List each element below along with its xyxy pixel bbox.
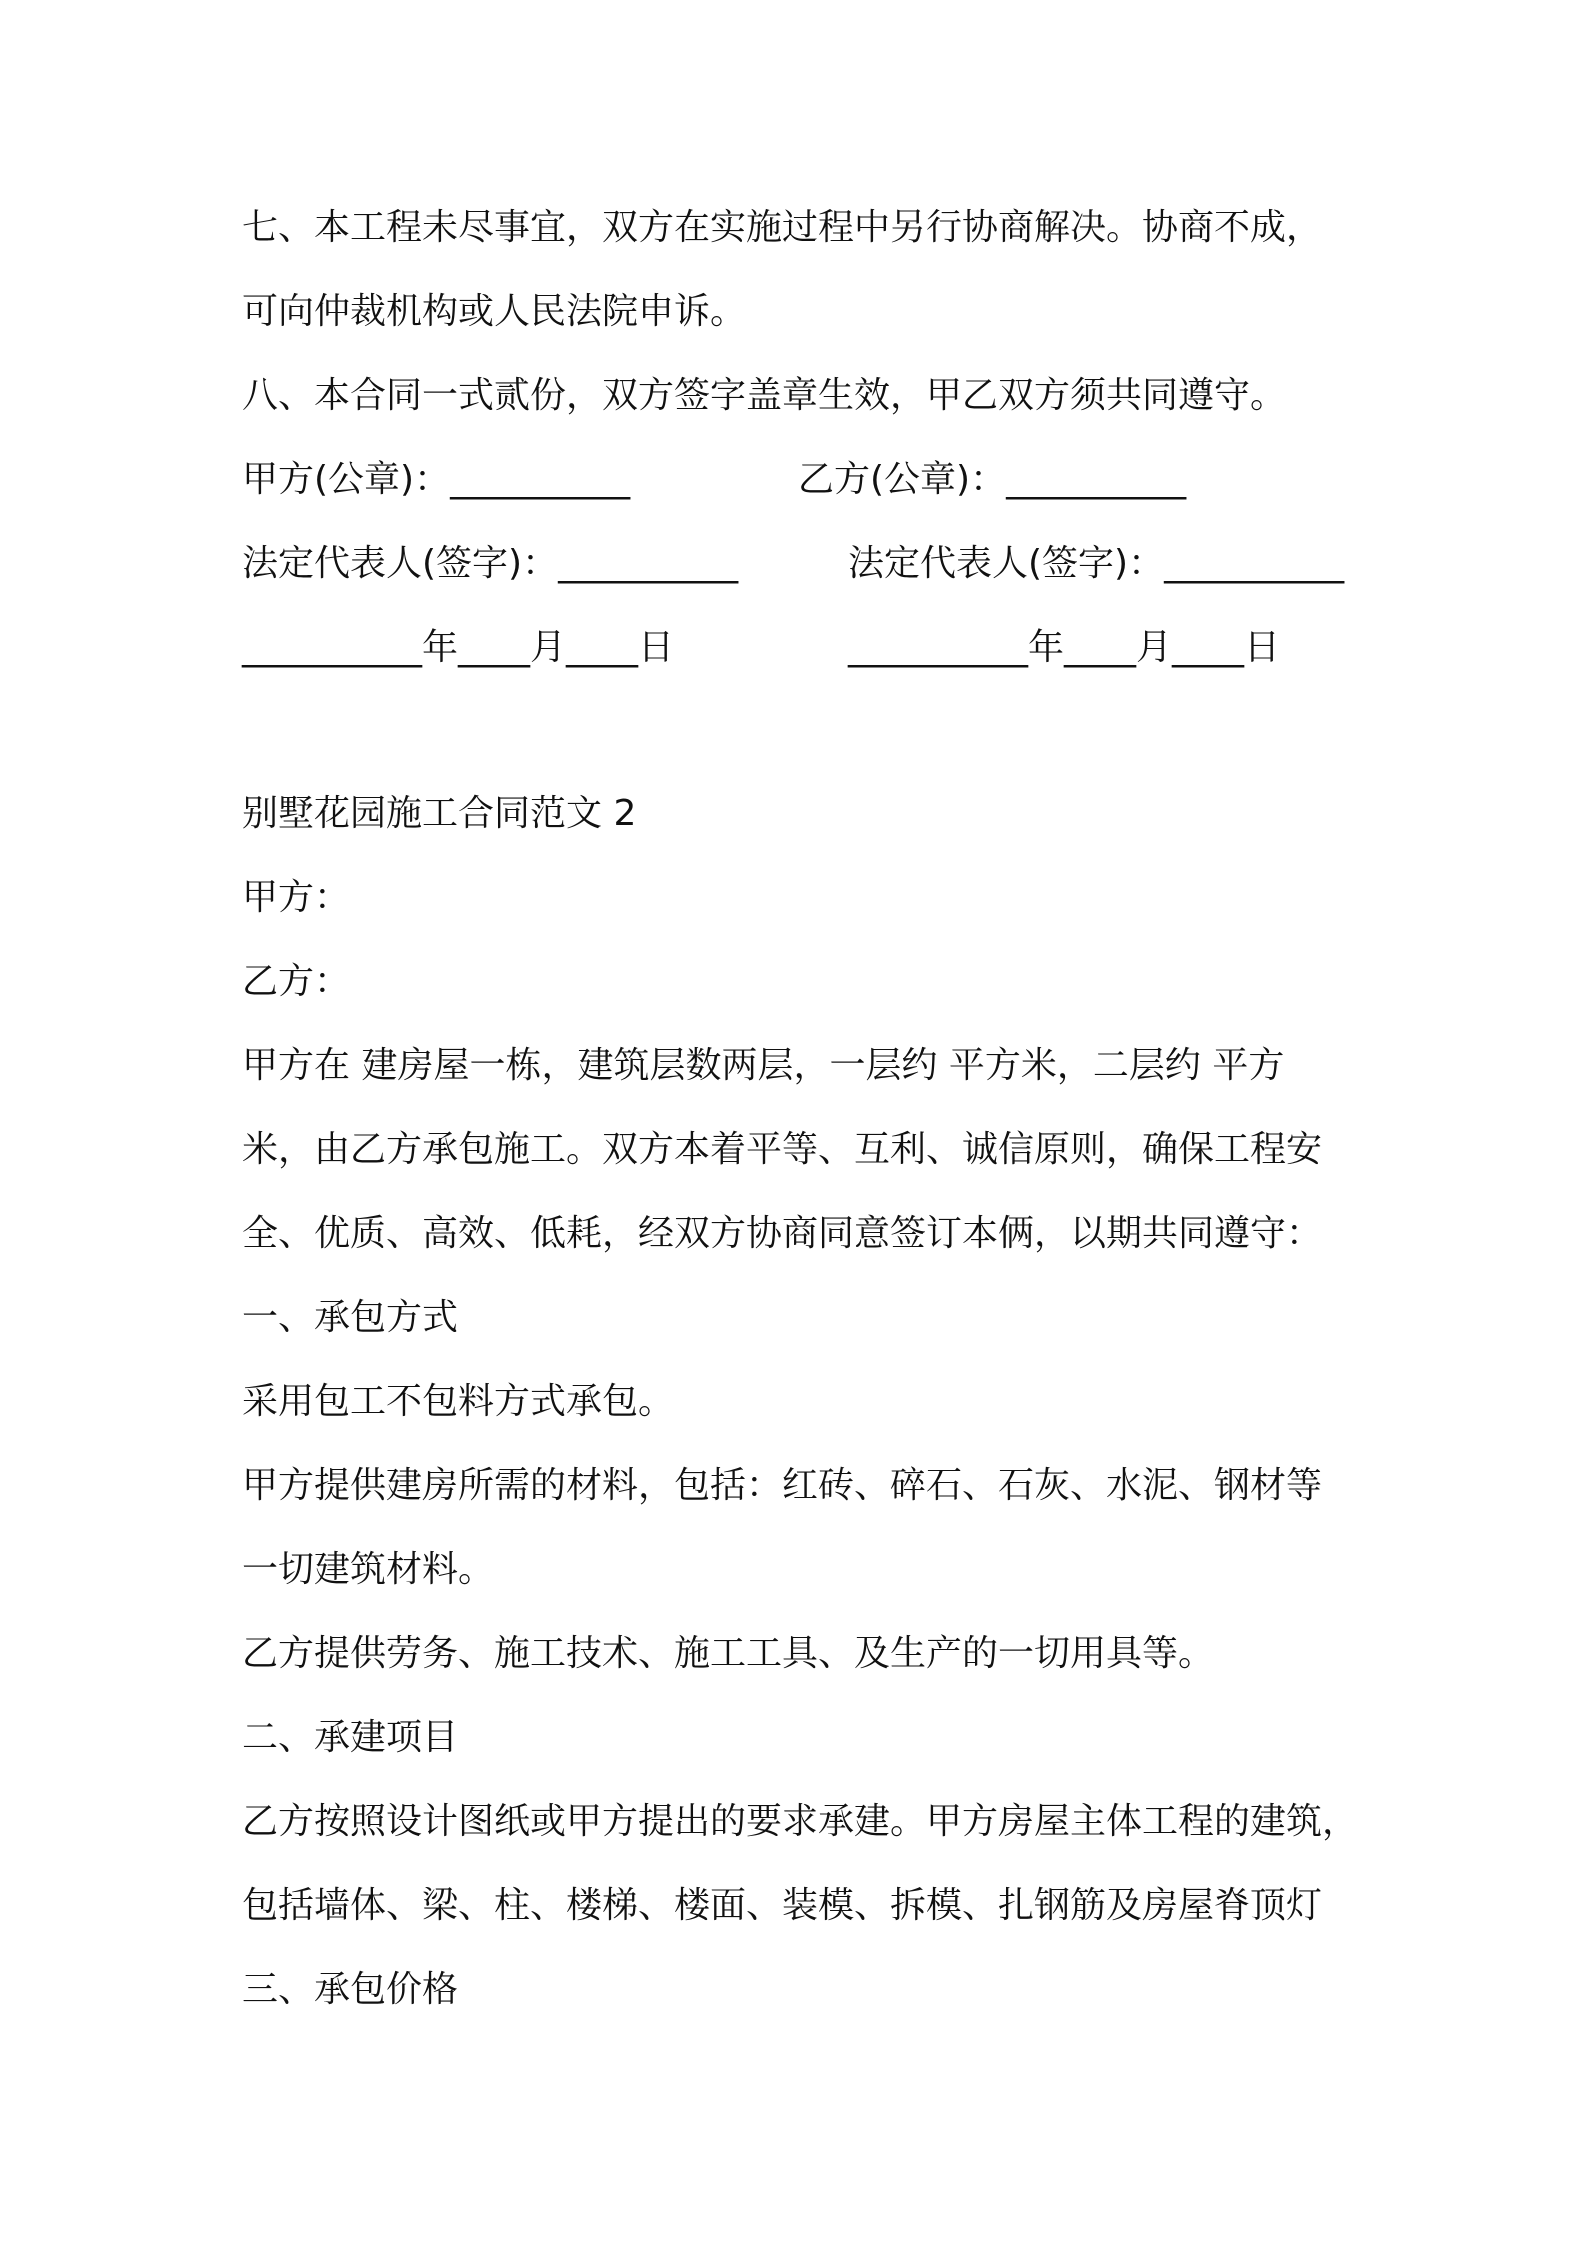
party-b-date: __________年____月____日 [848, 627, 1280, 668]
section-1-paragraph-3: 乙方提供劳务、施工技术、施工工具、及生产的一切用具等。 [242, 1633, 1215, 1674]
clause-8: 八、本合同一式贰份，双方签字盖章生效，甲乙双方须共同遵守。 [242, 375, 1287, 416]
document-title: 别墅花园施工合同范文 2 [242, 793, 637, 834]
signature-date-row [242, 624, 1280, 672]
section-1-paragraph-2-line-1: 甲方提供建房所需的材料，包括：红砖、碎石、石灰、水泥、钢材等 [242, 1465, 1323, 1506]
clause-7-line-2: 可向仲裁机构或人民法院申诉。 [242, 291, 747, 332]
section-2-line-2: 包括墙体、梁、柱、楼梯、楼面、装模、拆模、扎钢筋及房屋脊顶灯 [242, 1885, 1323, 1926]
section-1-heading: 一、承包方式 [242, 1297, 459, 1338]
intro-line-1: 甲方在 建房屋一栋，建筑层数两层，一层约 平方米，二层约 平方 [242, 1045, 1285, 1086]
signature-rep-row [242, 540, 1345, 588]
party-a-label: 甲方： [242, 877, 351, 918]
party-b-label: 乙方： [242, 961, 351, 1002]
intro-line-3: 全、优质、高效、低耗，经双方协商同意签订本俩，以期共同遵守： [242, 1213, 1323, 1254]
party-a-representative: 法定代表人(签字)：__________ [242, 543, 739, 584]
signature-seal-row [242, 456, 1187, 504]
intro-line-2: 米，由乙方承包施工。双方本着平等、互利、诚信原则，确保工程安 [242, 1129, 1323, 1170]
section-2-heading: 二、承建项目 [242, 1717, 459, 1758]
section-1-paragraph-2-line-2: 一切建筑材料。 [242, 1549, 495, 1590]
party-a-seal: 甲方(公章)：__________ [242, 459, 631, 500]
party-b-representative: 法定代表人(签字)：__________ [848, 543, 1345, 584]
party-b-seal: 乙方(公章)：__________ [798, 459, 1187, 500]
party-a-date: __________年____月____日 [242, 627, 674, 668]
section-2-line-1: 乙方按照设计图纸或甲方提出的要求承建。甲方房屋主体工程的建筑， [242, 1801, 1359, 1842]
section-3-heading: 三、承包价格 [242, 1969, 459, 2010]
clause-7-line-1: 七、本工程未尽事宜，双方在实施过程中另行协商解决。协商不成， [242, 207, 1323, 248]
section-1-paragraph-1: 采用包工不包料方式承包。 [242, 1381, 675, 1422]
